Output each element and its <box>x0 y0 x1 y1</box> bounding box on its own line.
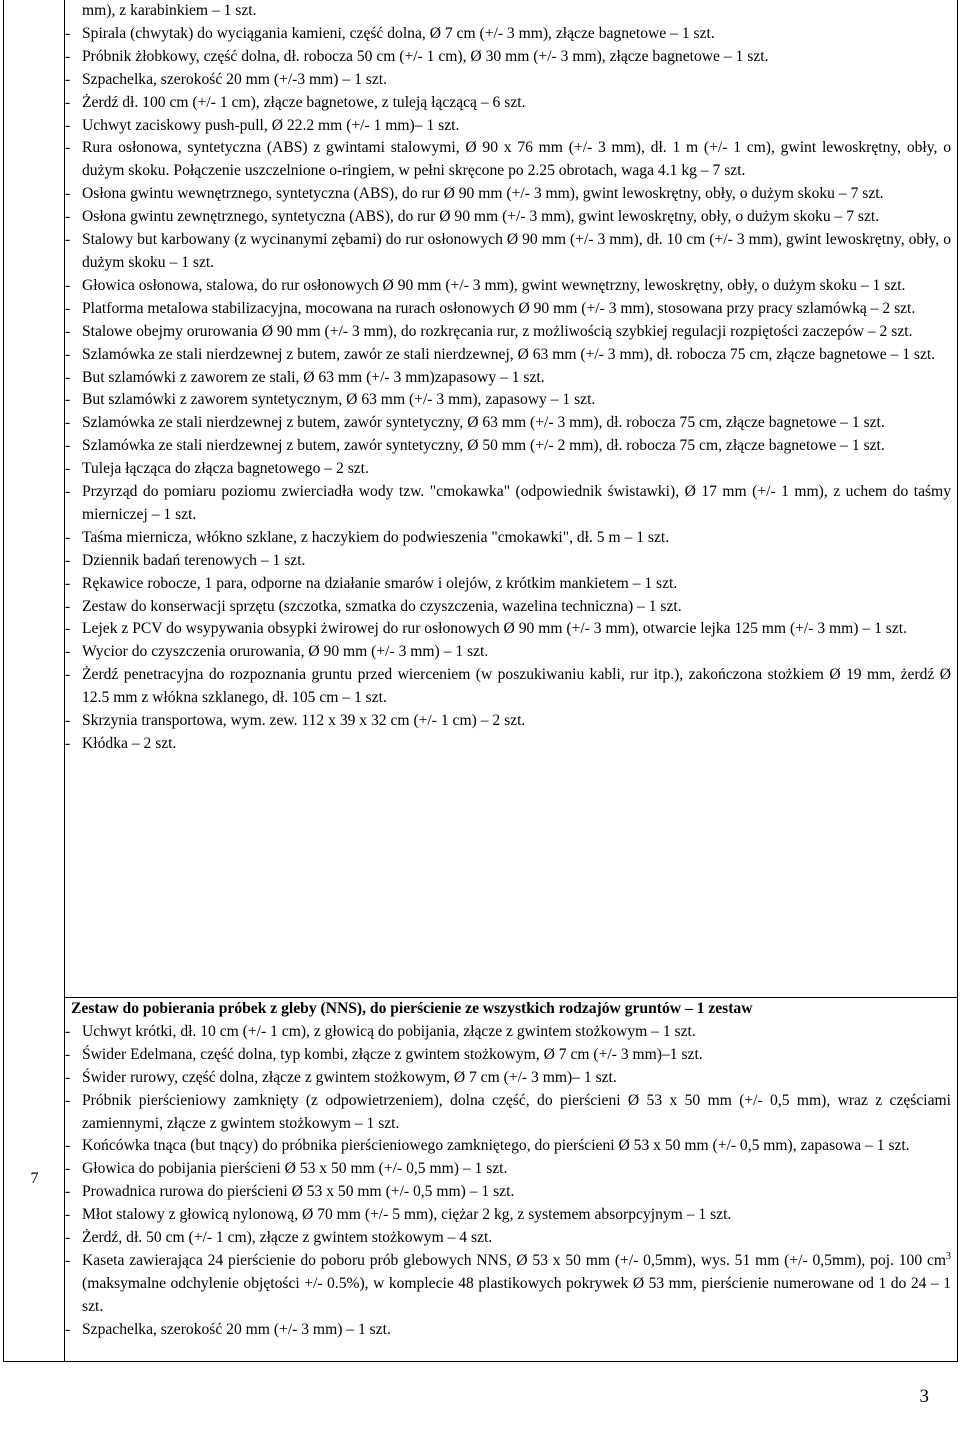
list-item: - Taśma miernicza, włókno szklane, z haczykiem do podwieszenia "cmokawki", dł. 5 m – 1 szt. <box>64 527 951 550</box>
list-item: - Skrzynia transportowa, wym. zew. 112 x 39 x 32 cm (+/- 1 cm) – 2 szt. <box>64 710 951 733</box>
row-number: 7 <box>30 1170 39 1187</box>
list-item: - Wycior do czyszczenia orurowania, Ø 90 mm (+/- 3 mm) – 1 szt. <box>64 641 951 664</box>
list-item: - Głowica osłonowa, stalowa, do rur osłonowych Ø 90 mm (+/- 3 mm), gwint wewnętrzny, lewoskrętny, obły, o dużym skoku – 1 szt. <box>64 275 951 298</box>
list-item-last: - Szpachelka, szerokość 20 mm (+/- 3 mm) – 1 szt. <box>64 1319 951 1342</box>
list-item: - Przyrząd do pomiaru poziomu zwierciadła wody tzw. "cmokawka" (odpowiednik świstawki), Ø 17 mm (+/- 1 mm), z uchem do taśmy mierniczej – 1 szt. <box>64 481 951 527</box>
list-item: - Platforma metalowa stabilizacyjna, mocowana na rurach osłonowych Ø 90 mm (+/- 3 mm), stosowana przy pracy szlamówką – 2 szt. <box>64 298 951 321</box>
list-item: - Świder Edelmana, część dolna, typ kombi, złącze z gwintem stożkowym, Ø 7 cm (+/- 3 mm)–1 szt. <box>64 1044 951 1067</box>
row-number-column <box>4 0 65 1361</box>
list-item: - Szlamówka ze stali nierdzewnej z butem, zawór syntetyczny, Ø 50 mm (+/- 2 mm), dł. robocza 75 cm, złącze bagnetowe – 1 szt. <box>64 435 951 458</box>
section-heading: Zestaw do pobierania próbek z gleby (NNS), do pierścienie ze wszystkich rodzajów gruntów – 1 zestaw <box>71 1000 753 1017</box>
list-item: - Tuleja łącząca do złącza bagnetowego – 2 szt. <box>64 458 951 481</box>
list-item: - Głowica do pobijania pierścieni Ø 53 x 50 mm (+/- 0,5 mm) – 1 szt. <box>64 1158 951 1181</box>
list-item: - Szpachelka, szerokość 20 mm (+/-3 mm) – 1 szt. <box>64 69 951 92</box>
list-item: - Dziennik badań terenowych – 1 szt. <box>64 550 951 573</box>
list-item: - Osłona gwintu wewnętrznego, syntetyczna (ABS), do rur Ø 90 mm (+/- 3 mm), gwint lewoskrętny, obły, o dużym skoku – 7 szt. <box>64 183 951 206</box>
list-item: - Rękawice robocze, 1 para, odporne na działanie smarów i olejów, z krótkim mankietem – 1 szt. <box>64 573 951 596</box>
list-item: - Rura osłonowa, syntetyczna (ABS) z gwintami stalowymi, Ø 90 x 76 mm (+/- 3 mm), dł. 1 m (+/- 1 cm), gwint lewoskrętny, obły, o dużym skoku. Połączenie uszczelnione o-ringiem, w pełni skręcone po 2.25 obrotach, waga 4.1 kg – 7 szt. <box>64 137 951 183</box>
list-item: - Żerdź dł. 100 cm (+/- 1 cm), złącze bagnetowe, z tuleją łączącą – 6 szt. <box>64 92 951 115</box>
soil-sampling-set <box>64 998 951 1342</box>
list-item: - Zestaw do konserwacji sprzętu (szczotka, szmatka do czyszczenia, wazelina techniczna) – 1 szt. <box>64 596 951 619</box>
list-item: - Uchwyt zaciskowy push-pull, Ø 22.2 mm (+/- 1 mm)– 1 szt. <box>64 115 951 138</box>
list-item: - Lejek z PCV do wsypywania obsypki żwirowej do rur osłonowych Ø 90 mm (+/- 3 mm), otwarcie lejka 125 mm (+/- 3 mm) – 1 szt. <box>64 618 951 641</box>
list-item: - Żerdź, dł. 50 cm (+/- 1 cm), złącze z gwintem stożkowym – 4 szt. <box>64 1227 951 1250</box>
list-item: - Osłona gwintu zewnętrznego, syntetyczna (ABS), do rur Ø 90 mm (+/- 3 mm), gwint lewoskrętny, obły, o dużym skoku – 7 szt. <box>64 206 951 229</box>
list-item-kaseta: - Kaseta zawierająca 24 pierścienie do poboru prób glebowych NNS, Ø 53 x 50 mm (+/- 0,5mm), wys. 51 mm (+/- 0,5mm), poj. 100 $cm^3$ (maksymalne odchylenie objętości +/- 0.5%), w komplecie 48 plastikowych pokrywek Ø 53 mm, pierścienie numerowane od 1 do 24 – 1 szt. <box>64 1250 951 1319</box>
page-number: 3 <box>919 1386 929 1407</box>
list-item: - Spirala (chwytak) do wyciągania kamieni, część dolna, Ø 7 cm (+/- 3 mm), złącze bagnetowe – 1 szt. <box>64 23 951 46</box>
list-item: - Świder rurowy, część dolna, złącze z gwintem stożkowym, Ø 7 cm (+/- 3 mm)– 1 szt. <box>64 1067 951 1090</box>
list-item: - Uchwyt krótki, dł. 10 cm (+/- 1 cm), z głowicą do pobijania, złącze z gwintem stożkowym – 1 szt. <box>64 1021 951 1044</box>
list-item: - Żerdź penetracyjna do rozpoznania gruntu przed wierceniem (w poszukiwaniu kabli, rur itp.), zakończona stożkiem Ø 19 mm, żerdź Ø 12.5 mm z włókna szklanego, dł. 105 cm – 1 szt. <box>64 664 951 710</box>
list-item: - But szlamówki z zaworem ze stali, Ø 63 mm (+/- 3 mm)zapasowy – 1 szt. <box>64 367 951 390</box>
list-item: mm), z karabinkiem – 1 szt. <box>82 2 257 19</box>
list-item: - Końcówka tnąca (but tnący) do próbnika pierścieniowego zamkniętego, do pierścieni Ø 53 x 50 mm (+/- 0,5 mm), zapasowa – 1 szt. <box>64 1135 951 1158</box>
list-item: - But szlamówki z zaworem syntetycznym, Ø 63 mm (+/- 3 mm), zapasowy – 1 szt. <box>64 389 951 412</box>
list-item: - Prowadnica rurowa do pierścieni Ø 53 x 50 mm (+/- 0,5 mm) – 1 szt. <box>64 1181 951 1204</box>
list-item: - Stalowy but karbowany (z wycinanymi zębami) do rur osłonowych Ø 90 mm (+/- 3 mm), dł. 10 cm (+/- 3 mm), gwint lewoskrętny, obły, o dużym skoku – 1 szt. <box>64 229 951 275</box>
item-list-part1 <box>64 0 951 756</box>
list-item: - Młot stalowy z głowicą nylonową, Ø 70 mm (+/- 5 mm), ciężar 2 kg, z systemem absorpcyjnym – 1 szt. <box>64 1204 951 1227</box>
list-item: - Próbnik żłobkowy, część dolna, dł. robocza 50 cm (+/- 1 cm), Ø 30 mm (+/- 3 mm), złącze bagnetowe – 1 szt. <box>64 46 951 69</box>
list-item: - Szlamówka ze stali nierdzewnej z butem, zawór ze stali nierdzewnej, Ø 63 mm (+/- 3 mm), dł. robocza 75 cm, złącze bagnetowe – 1 szt. <box>64 344 951 367</box>
list-item: - Kłódka – 2 szt. <box>64 733 951 756</box>
list-item: - Próbnik pierścieniowy zamknięty (z odpowietrzeniem), dolna część, do pierścieni Ø 53 x 50 mm (+/- 0,5 mm), wraz z częściami zamiennymi, złącze z gwintem stożkowym – 1 szt. <box>64 1090 951 1136</box>
list-item: - Stalowe obejmy orurowania Ø 90 mm (+/- 3 mm), do rozkręcania rur, z możliwością szybkiej regulacji rozpiętości zaczepów – 2 szt. <box>64 321 951 344</box>
list-item: - Szlamówka ze stali nierdzewnej z butem, zawór syntetyczny, Ø 63 mm (+/- 3 mm), dł. robocza 75 cm, złącze bagnetowe – 1 szt. <box>64 412 951 435</box>
